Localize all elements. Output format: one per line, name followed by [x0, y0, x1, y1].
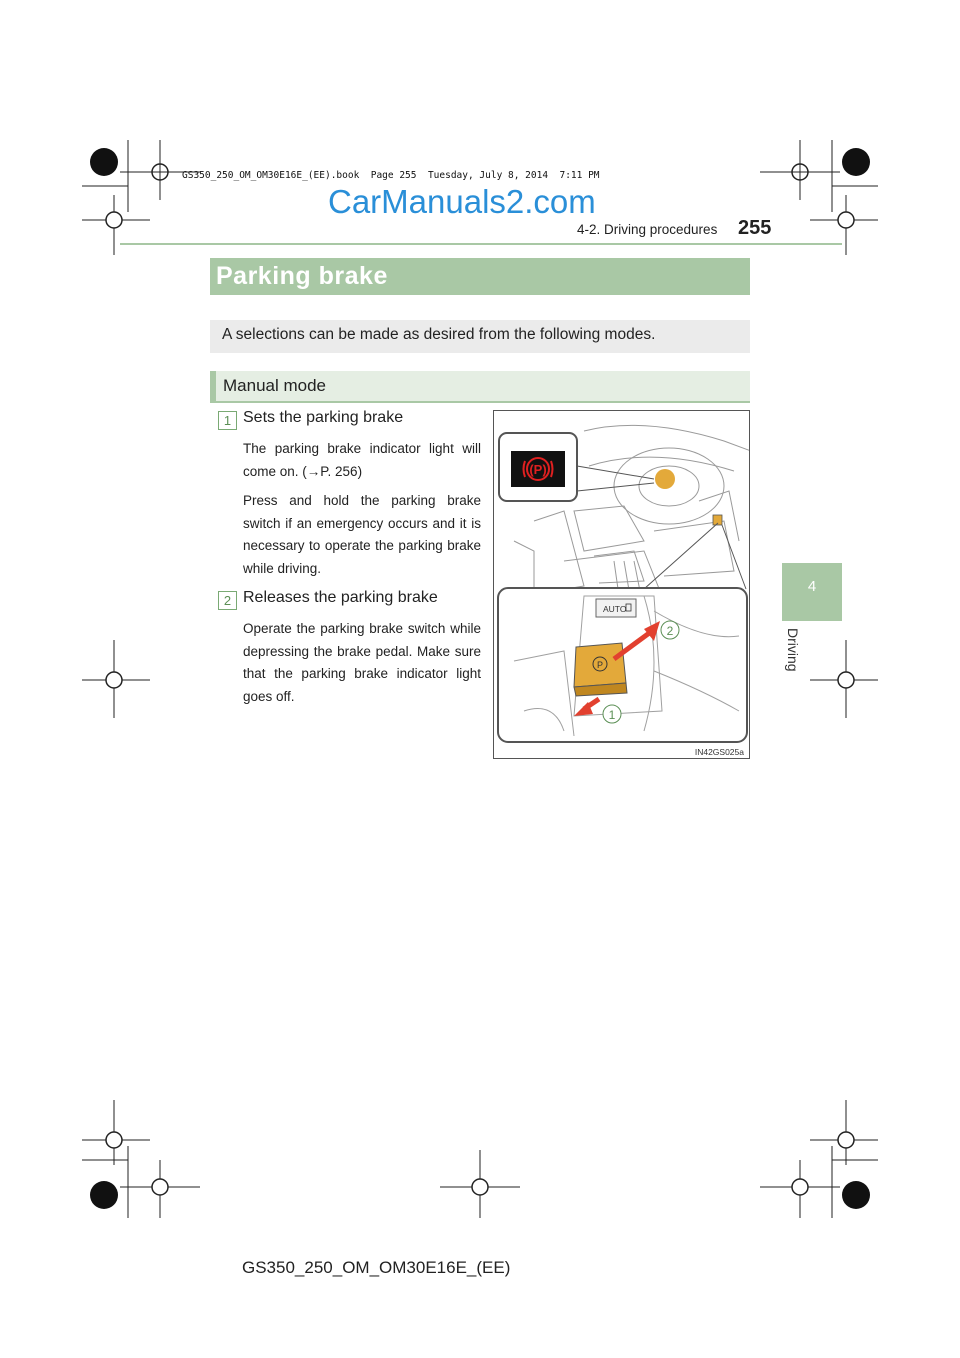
- step-2-title: Releases the parking brake: [243, 589, 438, 606]
- step-1-title: Sets the parking brake: [243, 409, 404, 426]
- step-1-paragraph-1: The parking brake indicator light will come on. (→P. 256): [243, 441, 481, 479]
- step-2-number: 2: [218, 591, 237, 610]
- intro-text: A selections can be made as desired from the following modes.: [222, 326, 656, 343]
- page-title: Parking brake: [216, 262, 388, 290]
- auto-switch-label: AUTO: [603, 604, 627, 614]
- indicator-symbol: (P): [529, 462, 547, 477]
- subsection-title: Manual mode: [223, 376, 327, 395]
- step-1-number: 1: [218, 411, 237, 430]
- chapter-number: 4: [807, 578, 817, 595]
- figure-code: IN42GS025a: [694, 747, 744, 757]
- svg-text:P: P: [596, 660, 604, 670]
- illustration-drawing: [494, 411, 750, 759]
- parking-brake-illustration: [493, 410, 750, 759]
- callout-1: 1: [608, 708, 616, 722]
- footer-code: GS350_250_OM_OM30E16E_(EE): [242, 1258, 511, 1277]
- page-number: 255: [738, 217, 772, 239]
- watermark: CarManuals2.com: [328, 183, 596, 220]
- book-imprint: GS350_250_OM_OM30E16E_(EE).book Page 255 Tuesday, July 8, 2014 7:11 PM: [182, 170, 600, 181]
- header-rule: [120, 243, 842, 245]
- section-reference: 4-2. Driving procedures: [577, 222, 718, 237]
- chapter-title: [783, 628, 805, 688]
- callout-2: 2: [666, 624, 674, 638]
- chapter-title-text: Driving: [785, 628, 801, 672]
- subsection-accent: [210, 371, 216, 403]
- step-1-paragraph-2: Press and hold the parking brake switch if an emergency occurs and it is necessary to operate the parking brake while driving.: [243, 493, 481, 576]
- step-2-paragraph-1: Operate the parking brake switch while depressing the brake pedal. Make sure that the parking brake indicator light goes off.: [243, 621, 481, 704]
